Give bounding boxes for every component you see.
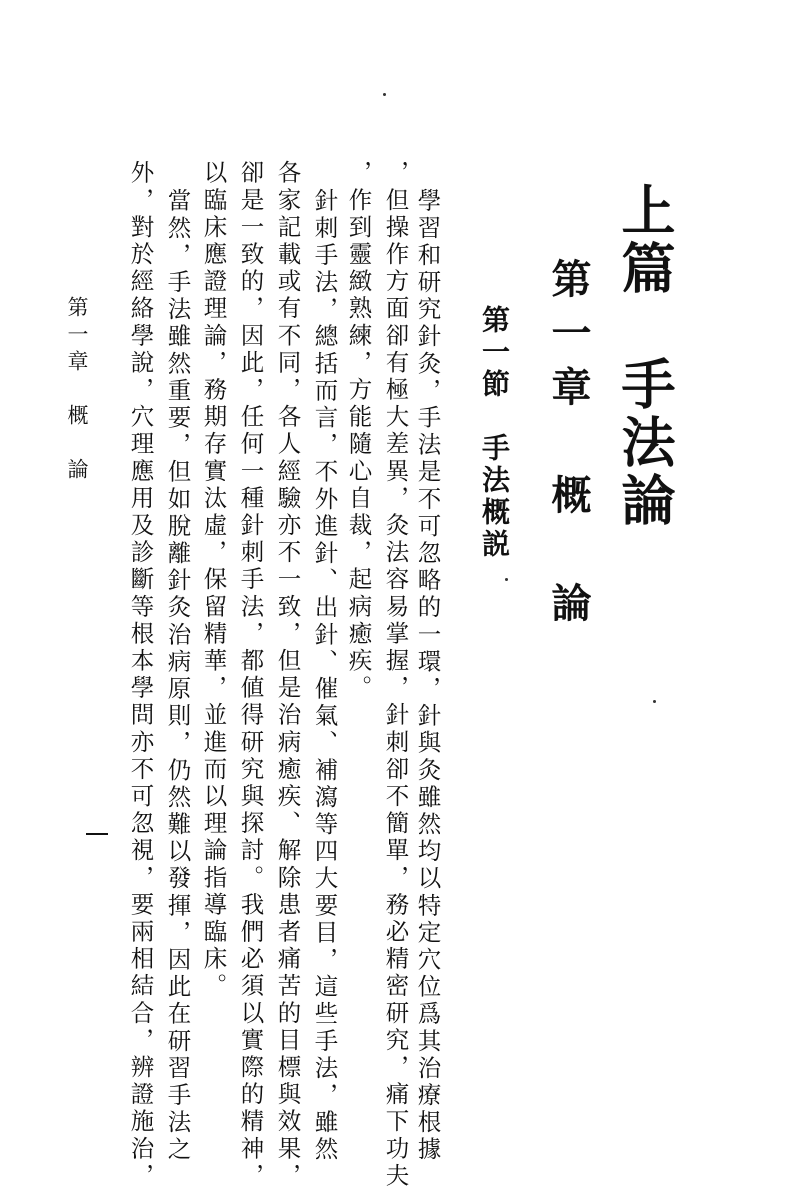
chapter-title: 第一章 概 論 [545,258,592,636]
scan-speck [653,700,656,703]
page-number-text [86,835,87,836]
body-line: 當然，手法雖然重要，但如脫離針灸治病原則，仍然難以發揮，因此在研習手法之 [163,188,192,1164]
body-line: ，作到靈緻熟練，方能隨心自裁，起病癒疾。 [344,160,373,702]
body-line: 卻是一致的，因此，任何一種針刺手法，都値得研究與探討。我們必須以實際的精神， [236,160,265,1190]
page-number [86,833,108,835]
scan-speck [383,93,386,96]
body-line: 外，對於經絡學說，穴理應用及診斷等根本學問亦不可忽視，要兩相結合，辨證施治， [126,160,155,1190]
body-line: ，但操作方面卻有極大差異，灸法容易掌握，針刺卻不簡單，務必精密研究，痛下功夫 [381,160,410,1190]
body-line: 各家記載或有不同，各人經驗亦不一致，但是治病癒疾、解除患者痛苦的目標與效果， [273,160,302,1190]
body-line: 以臨床應證理論，務期存實汰虛，保留精華，並進而以理論指導臨床。 [199,160,228,1001]
section-title: 第一節 手法概説 [478,305,511,561]
running-header: 第一章 概 論 [65,296,89,485]
body-line: 學習和研究針灸，手法是不可忽略的一環，針與灸雖然均以特定穴位爲其治療根據 [413,188,442,1164]
part-title: 上篇 手法論 [613,182,677,530]
body-line: 針刺手法，總括而言，不外進針、出針、催氣、補瀉等四大要目，這些手法，雖然 [310,188,339,1164]
scan-speck [505,578,508,581]
